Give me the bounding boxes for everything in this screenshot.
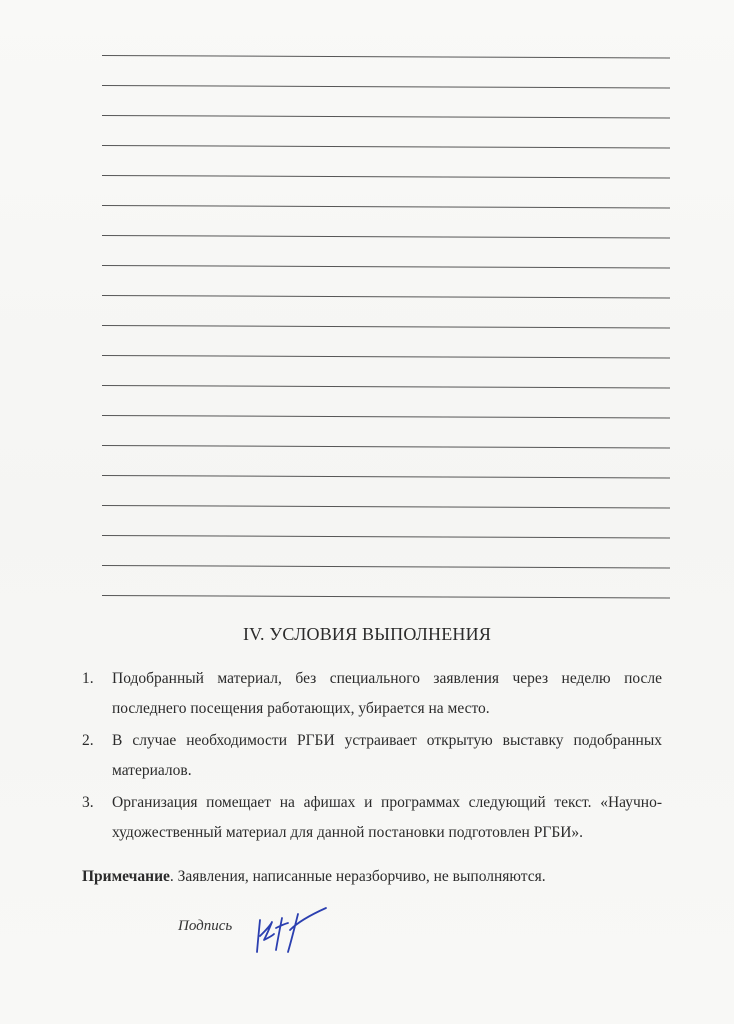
blank-line [102, 325, 670, 329]
blank-line [102, 295, 670, 299]
signature-label: Подпись [178, 918, 233, 934]
condition-text: Подобранный материал, без специального заявления через неделю после последнего посещения работающих, убирается на место. [112, 670, 662, 717]
note-label: Примечание [82, 868, 170, 885]
blank-line [102, 385, 670, 389]
blank-line [102, 85, 670, 89]
blank-line [102, 175, 670, 179]
blank-line [102, 115, 670, 119]
blank-line [102, 265, 670, 269]
section-title: IV. УСЛОВИЯ ВЫПОЛНЕНИЯ [242, 624, 492, 644]
condition-item-2 [82, 726, 662, 786]
blank-line [102, 355, 670, 359]
note [82, 868, 546, 886]
condition-number: 2. [82, 732, 94, 749]
condition-text: В случае необходимости РГБИ устраивает открытую выставку подобранных материалов. [112, 732, 662, 779]
blank-line [102, 475, 670, 479]
blank-line [102, 235, 670, 239]
condition-item-1 [82, 664, 662, 724]
conditions-list [82, 664, 662, 848]
condition-text: Организация помещает на афишах и программах следующий текст. «Научно-художественный материал для данной постановки подготовлен РГБИ». [112, 794, 662, 841]
condition-number: 3. [82, 794, 94, 811]
blank-line [102, 565, 670, 569]
blank-line [102, 415, 670, 419]
blank-line [102, 55, 670, 59]
blank-line [102, 535, 670, 539]
condition-item-3 [82, 788, 662, 848]
condition-number: 1. [82, 670, 94, 687]
blank-line [102, 445, 670, 449]
blank-line [102, 505, 670, 509]
handwritten-signature-icon [252, 906, 332, 956]
blank-line [102, 595, 670, 599]
note-text: . Заявления, написанные неразборчиво, не выполняются. [169, 868, 546, 885]
blank-line [102, 205, 670, 209]
blank-line [102, 145, 670, 149]
